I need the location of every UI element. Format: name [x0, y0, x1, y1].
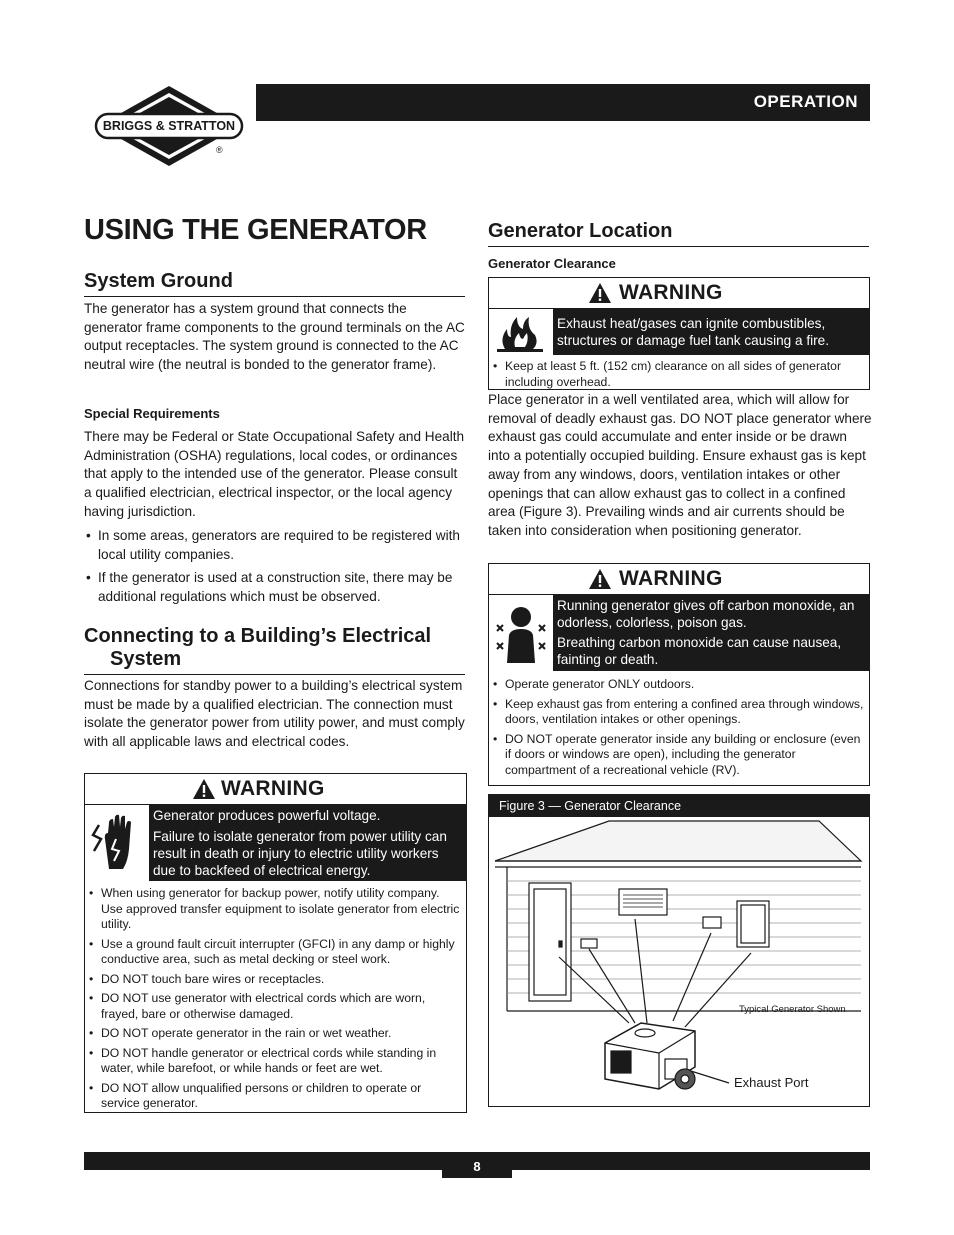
warning-message-band [489, 595, 869, 671]
list-item: • DO NOT touch bare wires or receptacles. [85, 972, 461, 988]
warning-header [489, 564, 869, 595]
warning-triangle-icon [192, 778, 216, 800]
warning-triangle-icon [588, 282, 612, 304]
page-title: USING THE GENERATOR [84, 214, 427, 246]
list-item: • DO NOT handle generator or electrical cords while standing in water, while barefoot, or while hands or feet are wet. [85, 1046, 461, 1077]
list-item: • When using generator for backup power, notify utility company. Use approved transfer equipment to isolate generator from electric utility. [85, 886, 461, 933]
list-item: • Operate generator ONLY outdoors. [489, 677, 865, 693]
list-item: • DO NOT allow unqualified persons or children to operate or service generator. [85, 1081, 461, 1112]
connecting-body: Connections for standby power to a building’s electrical system must be made by a qualified electrician. The connection must isolate the generator power from utility power, and must comply with all applicable laws and electrical codes. [84, 678, 465, 750]
warning-box-carbon-monoxide [488, 563, 870, 786]
list-item: • Keep at least 5 ft. (152 cm) clearance on all sides of generator including overhead. [489, 359, 865, 390]
warning-message-band [85, 805, 466, 881]
warning-header [489, 278, 869, 309]
page-number: 8 [442, 1152, 512, 1178]
special-requirements-list [84, 527, 468, 612]
list-item: • DO NOT use generator with electrical cords which are worn, frayed, bare or otherwise damaged. [85, 991, 461, 1022]
poison-gas-icon [489, 595, 553, 671]
list-item: • Keep exhaust gas from entering a confined area through windows, doors, ventilation intakes or other openings. [489, 697, 865, 728]
warning-message-1: Generator produces powerful voltage. [153, 808, 381, 823]
generator-clearance-illustration [489, 817, 869, 1106]
fire-hazard-icon [489, 309, 553, 355]
connecting-heading-line1: Connecting to a Building’s Electrical [84, 625, 432, 647]
list-item: • DO NOT operate generator in the rain or wet weather. [85, 1026, 461, 1042]
warning-instructions-list [489, 671, 865, 778]
figure-caption: Figure 3 — Generator Clearance [489, 795, 869, 817]
warning-message-2: Breathing carbon monoxide can cause nausea, fainting or death. [557, 635, 842, 667]
list-item: • Use a ground fault circuit interrupter (GFCI) in any damp or highly conductive area, such as metal decking or steel work. [85, 937, 461, 968]
list-item: • If the generator is used at a construction site, there may be additional regulations which must be observed. [84, 569, 468, 606]
warning-triangle-icon [588, 568, 612, 590]
registered-mark: ® [216, 145, 223, 155]
warning-label: WARNING [221, 777, 325, 800]
warning-instructions-list [85, 881, 461, 1112]
warning-header [85, 774, 466, 805]
list-item: • DO NOT operate generator inside any building or enclosure (even if doors or windows are open), including the generator compartment of a recreational vehicle (RV). [489, 732, 865, 779]
briggs-stratton-logo [94, 84, 244, 168]
logo-text: BRIGGS & STRATTON [102, 119, 236, 133]
warning-box-fire [488, 277, 870, 390]
warning-message-2: Failure to isolate generator from power utility can result in death or injury to electric utility workers due to backfeed of electrical energy. [153, 829, 447, 878]
location-body: Place generator in a well ventilated area, which will allow for removal of deadly exhaust gas. DO NOT place generator where exhaust gas could accumulate and enter inside or be drawn into a potentially occupied building. Ensure exhaust gas is kept away from any windows, doors, ventilation intakes or other openings that can allow exhaust gas to collect in a confined area (Figure 3). Prevailing winds and air currents should be taken into consideration when positioning generator. [488, 392, 872, 538]
warning-box-electrical [84, 773, 467, 1113]
typical-generator-note: Typical Generator Shown [739, 1004, 846, 1015]
header-bar [256, 84, 870, 121]
generator-location-heading: Generator Location [488, 220, 869, 247]
warning-message-band [489, 309, 869, 355]
connecting-heading [84, 625, 465, 675]
special-requirements-heading: Special Requirements [84, 406, 220, 421]
exhaust-port-label: Exhaust Port [734, 1075, 809, 1090]
shock-hazard-icon [85, 805, 149, 881]
system-ground-body: The generator has a system ground that connects the generator frame components to the ground terminals on the AC output receptacles. The system ground is connected to the AC neutral wire (the neutral is bonded to the generator frame). [84, 301, 465, 373]
system-ground-heading: System Ground [84, 270, 465, 297]
warning-instructions-list [489, 355, 865, 390]
generator-clearance-heading: Generator Clearance [488, 256, 616, 271]
figure-generator-clearance [488, 794, 870, 1107]
list-item: • In some areas, generators are required to be registered with local utility companies. [84, 527, 468, 564]
warning-message-1: Running generator gives off carbon monoxide, an odorless, colorless, poison gas. [557, 598, 855, 630]
warning-label: WARNING [619, 567, 723, 590]
special-requirements-body: There may be Federal or State Occupational Safety and Health Administration (OSHA) regulations, local codes, or ordinances that apply to the intended use of the generator. Please consult a qualified electrician, electrical inspector, or the local agency having jurisdiction. [84, 429, 465, 519]
warning-label: WARNING [619, 281, 723, 304]
connecting-heading-line2: System [110, 648, 182, 670]
warning-message: Exhaust heat/gases can ignite combustibles, structures or damage fuel tank causing a fire. [557, 316, 830, 348]
section-label: OPERATION [753, 92, 858, 111]
